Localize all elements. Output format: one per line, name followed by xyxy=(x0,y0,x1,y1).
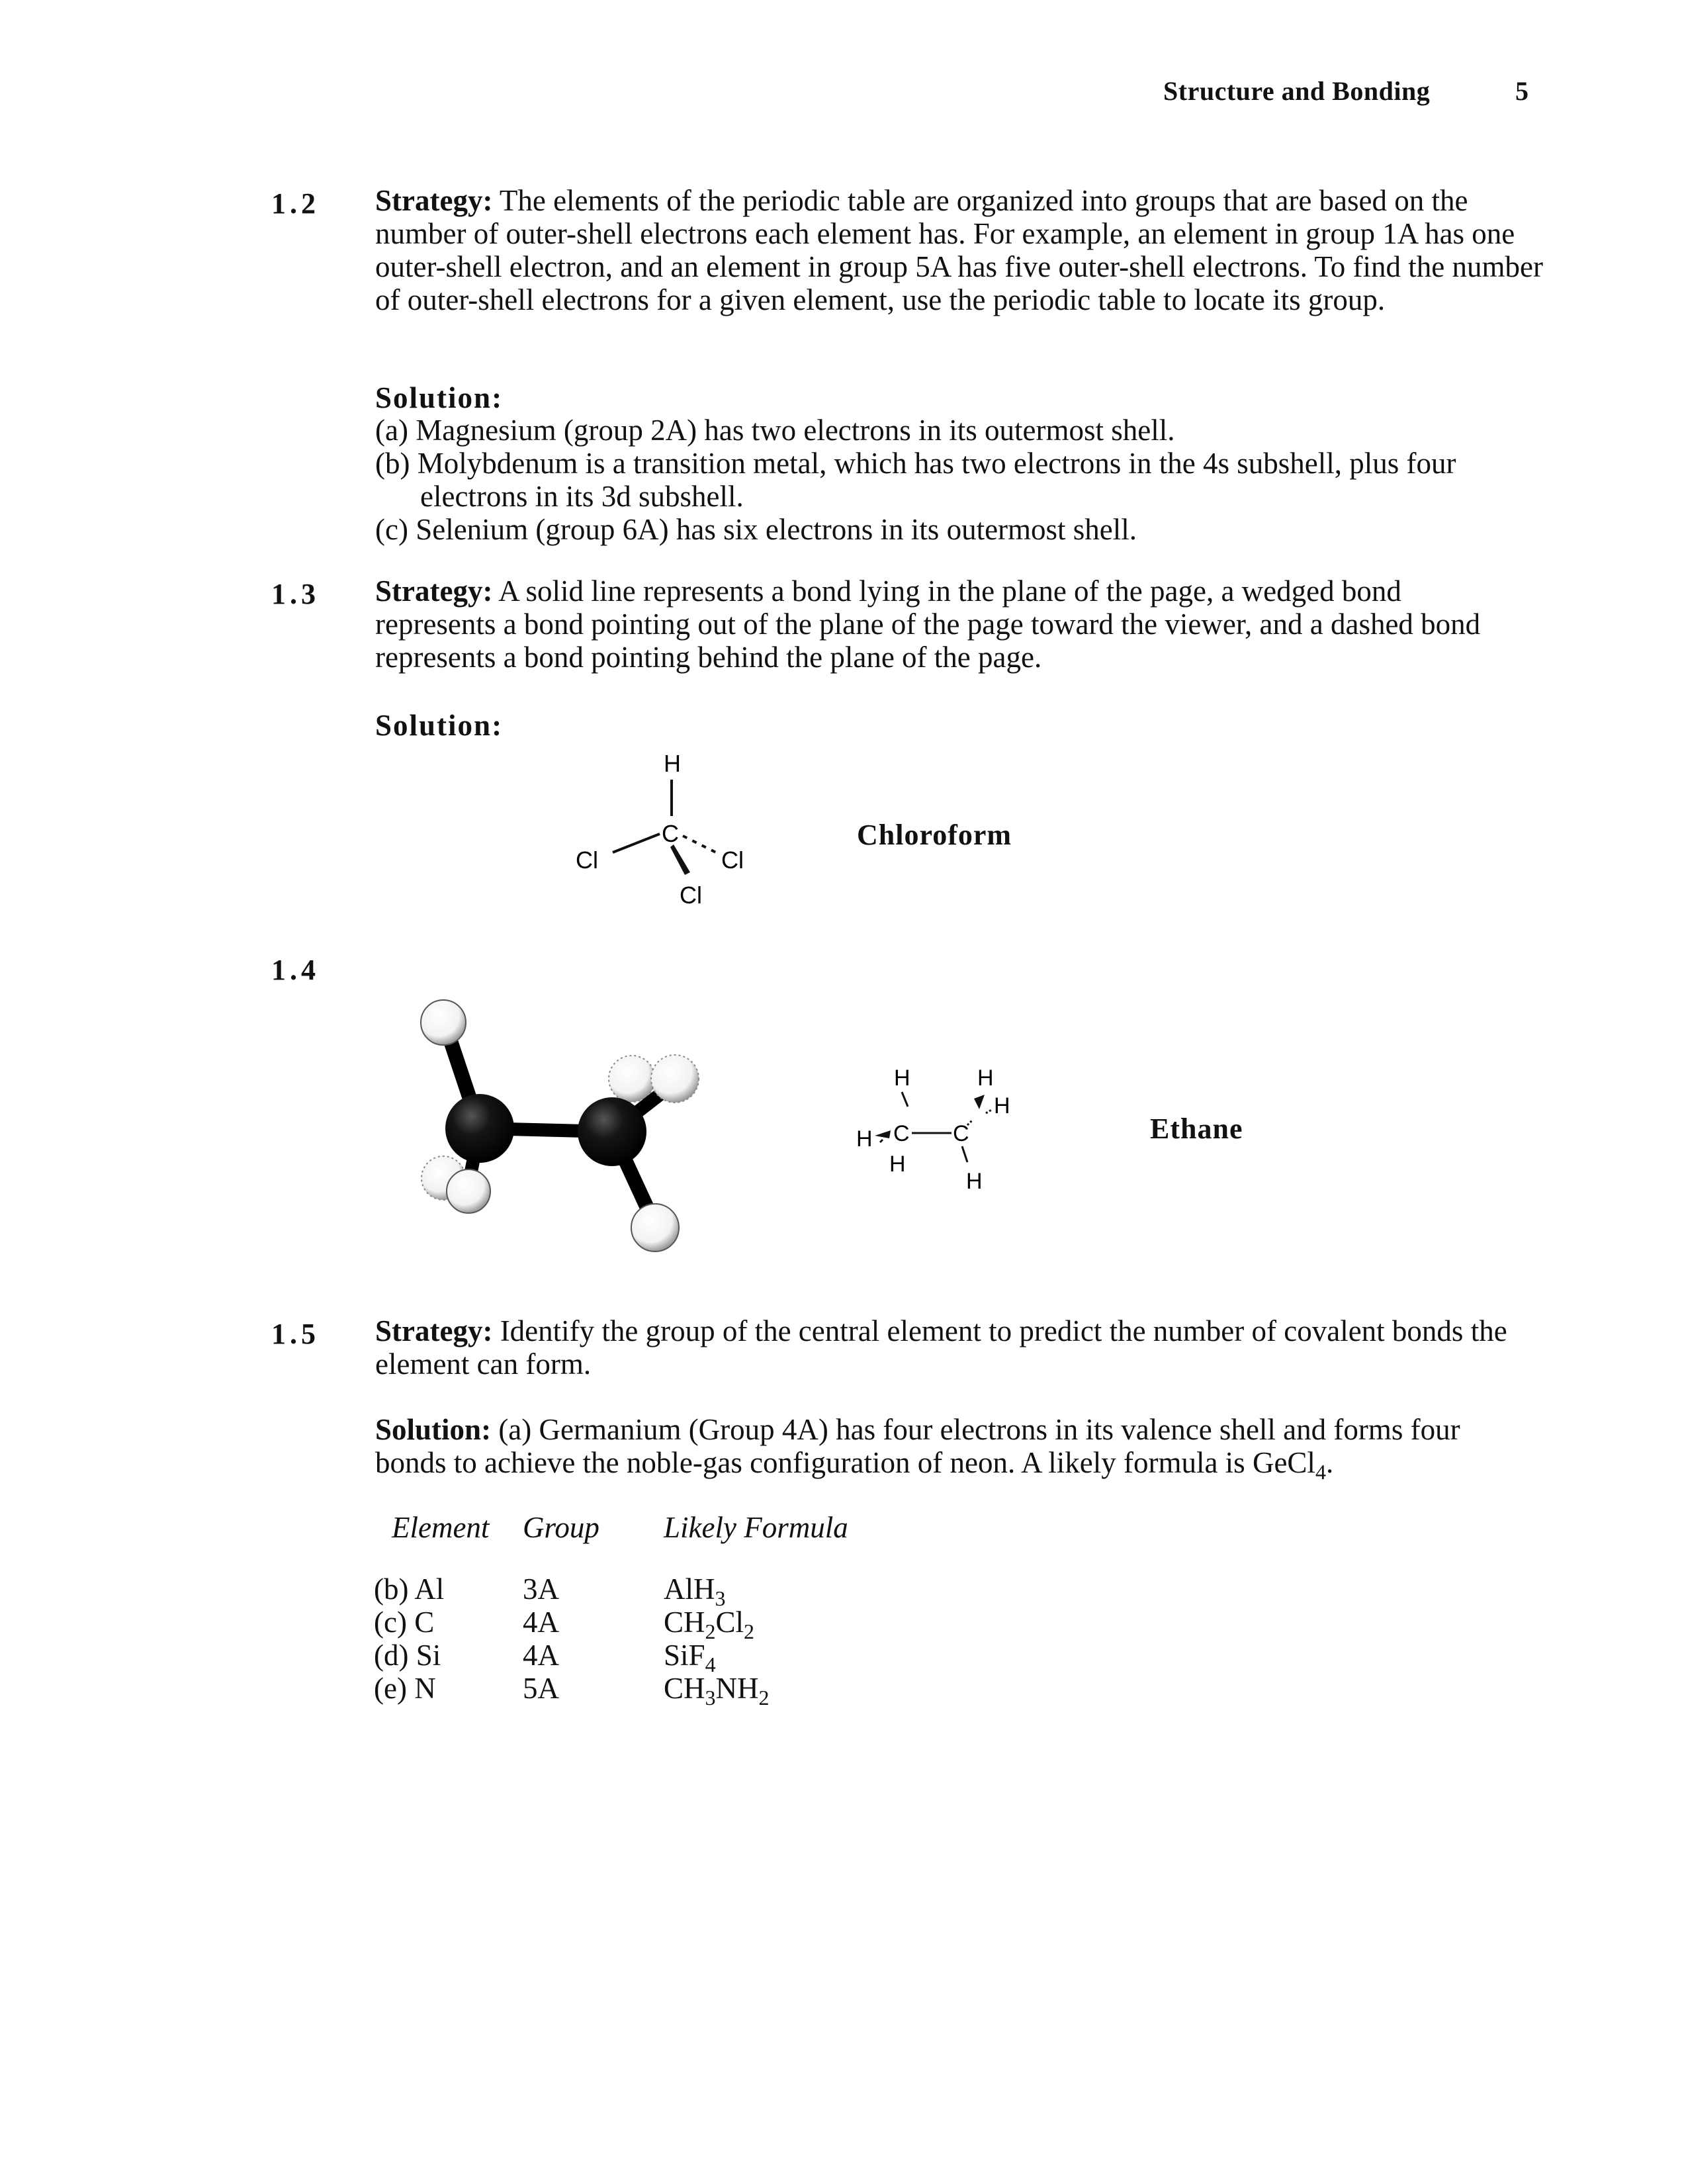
atom-h: H xyxy=(994,1093,1010,1118)
solution-text: (a) Germanium (Group 4A) has four electrons in its valence shell and forms four bonds to achieve the noble-gas configuration of neon. A likely formula is GeCl xyxy=(375,1413,1460,1479)
table-cell-group: 4A xyxy=(523,1606,559,1639)
running-header-title: Structure and Bonding xyxy=(1163,76,1431,106)
formula-subscript: 2 xyxy=(758,1686,770,1709)
formula-subscript: 4 xyxy=(705,1653,716,1676)
problem-number-1-2: 1.2 xyxy=(271,187,320,220)
table-cell-element: (e) N xyxy=(374,1672,436,1705)
bond-wedge xyxy=(875,1130,891,1138)
atom-c: C xyxy=(662,820,679,847)
strategy-text: The elements of the periodic table are organized into groups that are based on the number of outer-shell electrons each element has. For example, an element in group 1A has one outer-shell electron, and an element in group 5A has five outer-shell electrons. To find the number of outer-shell electrons for a given element, use the periodic table to locate its group. xyxy=(375,184,1543,316)
table-cell-element: (d) Si xyxy=(374,1639,441,1672)
table-cell-element: (b) Al xyxy=(374,1572,445,1606)
formula-subscript: 3 xyxy=(715,1586,726,1610)
hydrogen-atom-back-right xyxy=(609,1056,655,1102)
ethane-ball-and-stick-model xyxy=(371,979,741,1271)
table-cell-formula xyxy=(664,1638,716,1676)
bond-c-cl-left xyxy=(613,834,660,852)
bond-wedge xyxy=(974,1095,985,1109)
formula-text: CH xyxy=(664,1672,705,1705)
atom-h: H xyxy=(977,1066,994,1091)
atom-cl-left: Cl xyxy=(576,846,598,874)
strategy-text: A solid line represents a bond lying in the plane of the page, a wedged bond represents a bond pointing out of the plane of the page toward the viewer, and a dashed bond represents a bond pointing behind the plane of the page. xyxy=(375,574,1481,674)
atom-h: H xyxy=(889,1152,906,1177)
formula-text: NH xyxy=(715,1672,759,1705)
table-cell-group: 4A xyxy=(523,1639,559,1672)
table-cell-formula xyxy=(664,1671,770,1709)
table-cell-group: 5A xyxy=(523,1672,559,1705)
strategy-paragraph-1-5 xyxy=(375,1314,1560,1381)
solution-item-b-continued: electrons in its 3d subshell. xyxy=(420,480,744,513)
problem-number-1-3: 1.3 xyxy=(271,578,320,610)
bond-c-cl-dashed xyxy=(683,836,719,854)
strategy-label: Strategy: xyxy=(375,184,493,217)
strategy-text: Identify the group of the central element to predict the number of covalent bonds the element can form. xyxy=(375,1314,1507,1381)
bond-line xyxy=(962,1146,967,1162)
table-cell-formula xyxy=(664,1572,726,1610)
formula-subscript: 3 xyxy=(705,1686,716,1709)
carbon-atom-left xyxy=(445,1094,514,1163)
table-cell-formula xyxy=(664,1605,755,1643)
bond-line xyxy=(902,1092,908,1107)
solution-formula-subscript: 4 xyxy=(1315,1460,1326,1484)
ethane-structural-formula xyxy=(847,1059,1059,1205)
atom-cl-right: Cl xyxy=(721,846,744,874)
molecule-name-ethane: Ethane xyxy=(1150,1113,1243,1145)
solution-heading-1-2: Solution: xyxy=(375,381,504,414)
page-number: 5 xyxy=(1515,76,1528,106)
atom-h: H xyxy=(664,750,681,777)
table-cell-element: (c) C xyxy=(374,1606,435,1639)
formula-text: AlH xyxy=(664,1572,715,1606)
table-header-element: Element xyxy=(392,1511,490,1544)
chloroform-structure xyxy=(569,748,781,933)
atom-c: C xyxy=(953,1121,969,1146)
atom-cl-bottom: Cl xyxy=(680,882,702,909)
formula-text: SiF xyxy=(664,1639,705,1672)
carbon-atom-right xyxy=(578,1097,646,1166)
hydrogen-atom-bottom-right xyxy=(631,1204,679,1251)
solution-item-b: (b) Molybdenum is a transition metal, which has two electrons in the 4s subshell, plus four xyxy=(375,447,1456,480)
strategy-paragraph-1-3 xyxy=(375,574,1500,674)
atom-h: H xyxy=(966,1169,983,1194)
formula-text: CH xyxy=(664,1606,705,1639)
atom-c: C xyxy=(893,1121,910,1146)
formula-subscript: 2 xyxy=(705,1619,716,1643)
solution-paragraph-1-5 xyxy=(375,1413,1513,1484)
bond-dashed xyxy=(986,1109,993,1113)
table-header-group: Group xyxy=(523,1511,599,1544)
atom-h: H xyxy=(856,1126,873,1152)
solution-item-a: (a) Magnesium (group 2A) has two electrons in its outermost shell. xyxy=(375,414,1175,447)
atom-h: H xyxy=(894,1066,910,1091)
molecule-name-chloroform: Chloroform xyxy=(857,819,1012,851)
solution-item-c: (c) Selenium (group 6A) has six electrons in its outermost shell. xyxy=(375,513,1137,546)
formula-text: Cl xyxy=(715,1606,744,1639)
strategy-label: Strategy: xyxy=(375,1314,493,1347)
solution-label: Solution: xyxy=(375,1413,492,1446)
strategy-label: Strategy: xyxy=(375,574,493,608)
table-header-likely-formula: Likely Formula xyxy=(664,1511,848,1544)
formula-subscript: 2 xyxy=(744,1619,755,1643)
solution-text-end: . xyxy=(1325,1446,1334,1479)
hydrogen-atom-bottom-left xyxy=(447,1169,490,1213)
bond-c-cl-wedge xyxy=(670,844,690,875)
solution-heading-1-3: Solution: xyxy=(375,709,504,742)
table-cell-group: 3A xyxy=(523,1572,559,1606)
problem-number-1-4: 1.4 xyxy=(271,954,320,986)
strategy-paragraph-1-2 xyxy=(375,184,1546,316)
hydrogen-atom-right xyxy=(651,1055,699,1103)
bond-dashed xyxy=(880,1140,883,1142)
problem-number-1-5: 1.5 xyxy=(271,1318,320,1350)
hydrogen-atom-top xyxy=(421,1000,466,1045)
